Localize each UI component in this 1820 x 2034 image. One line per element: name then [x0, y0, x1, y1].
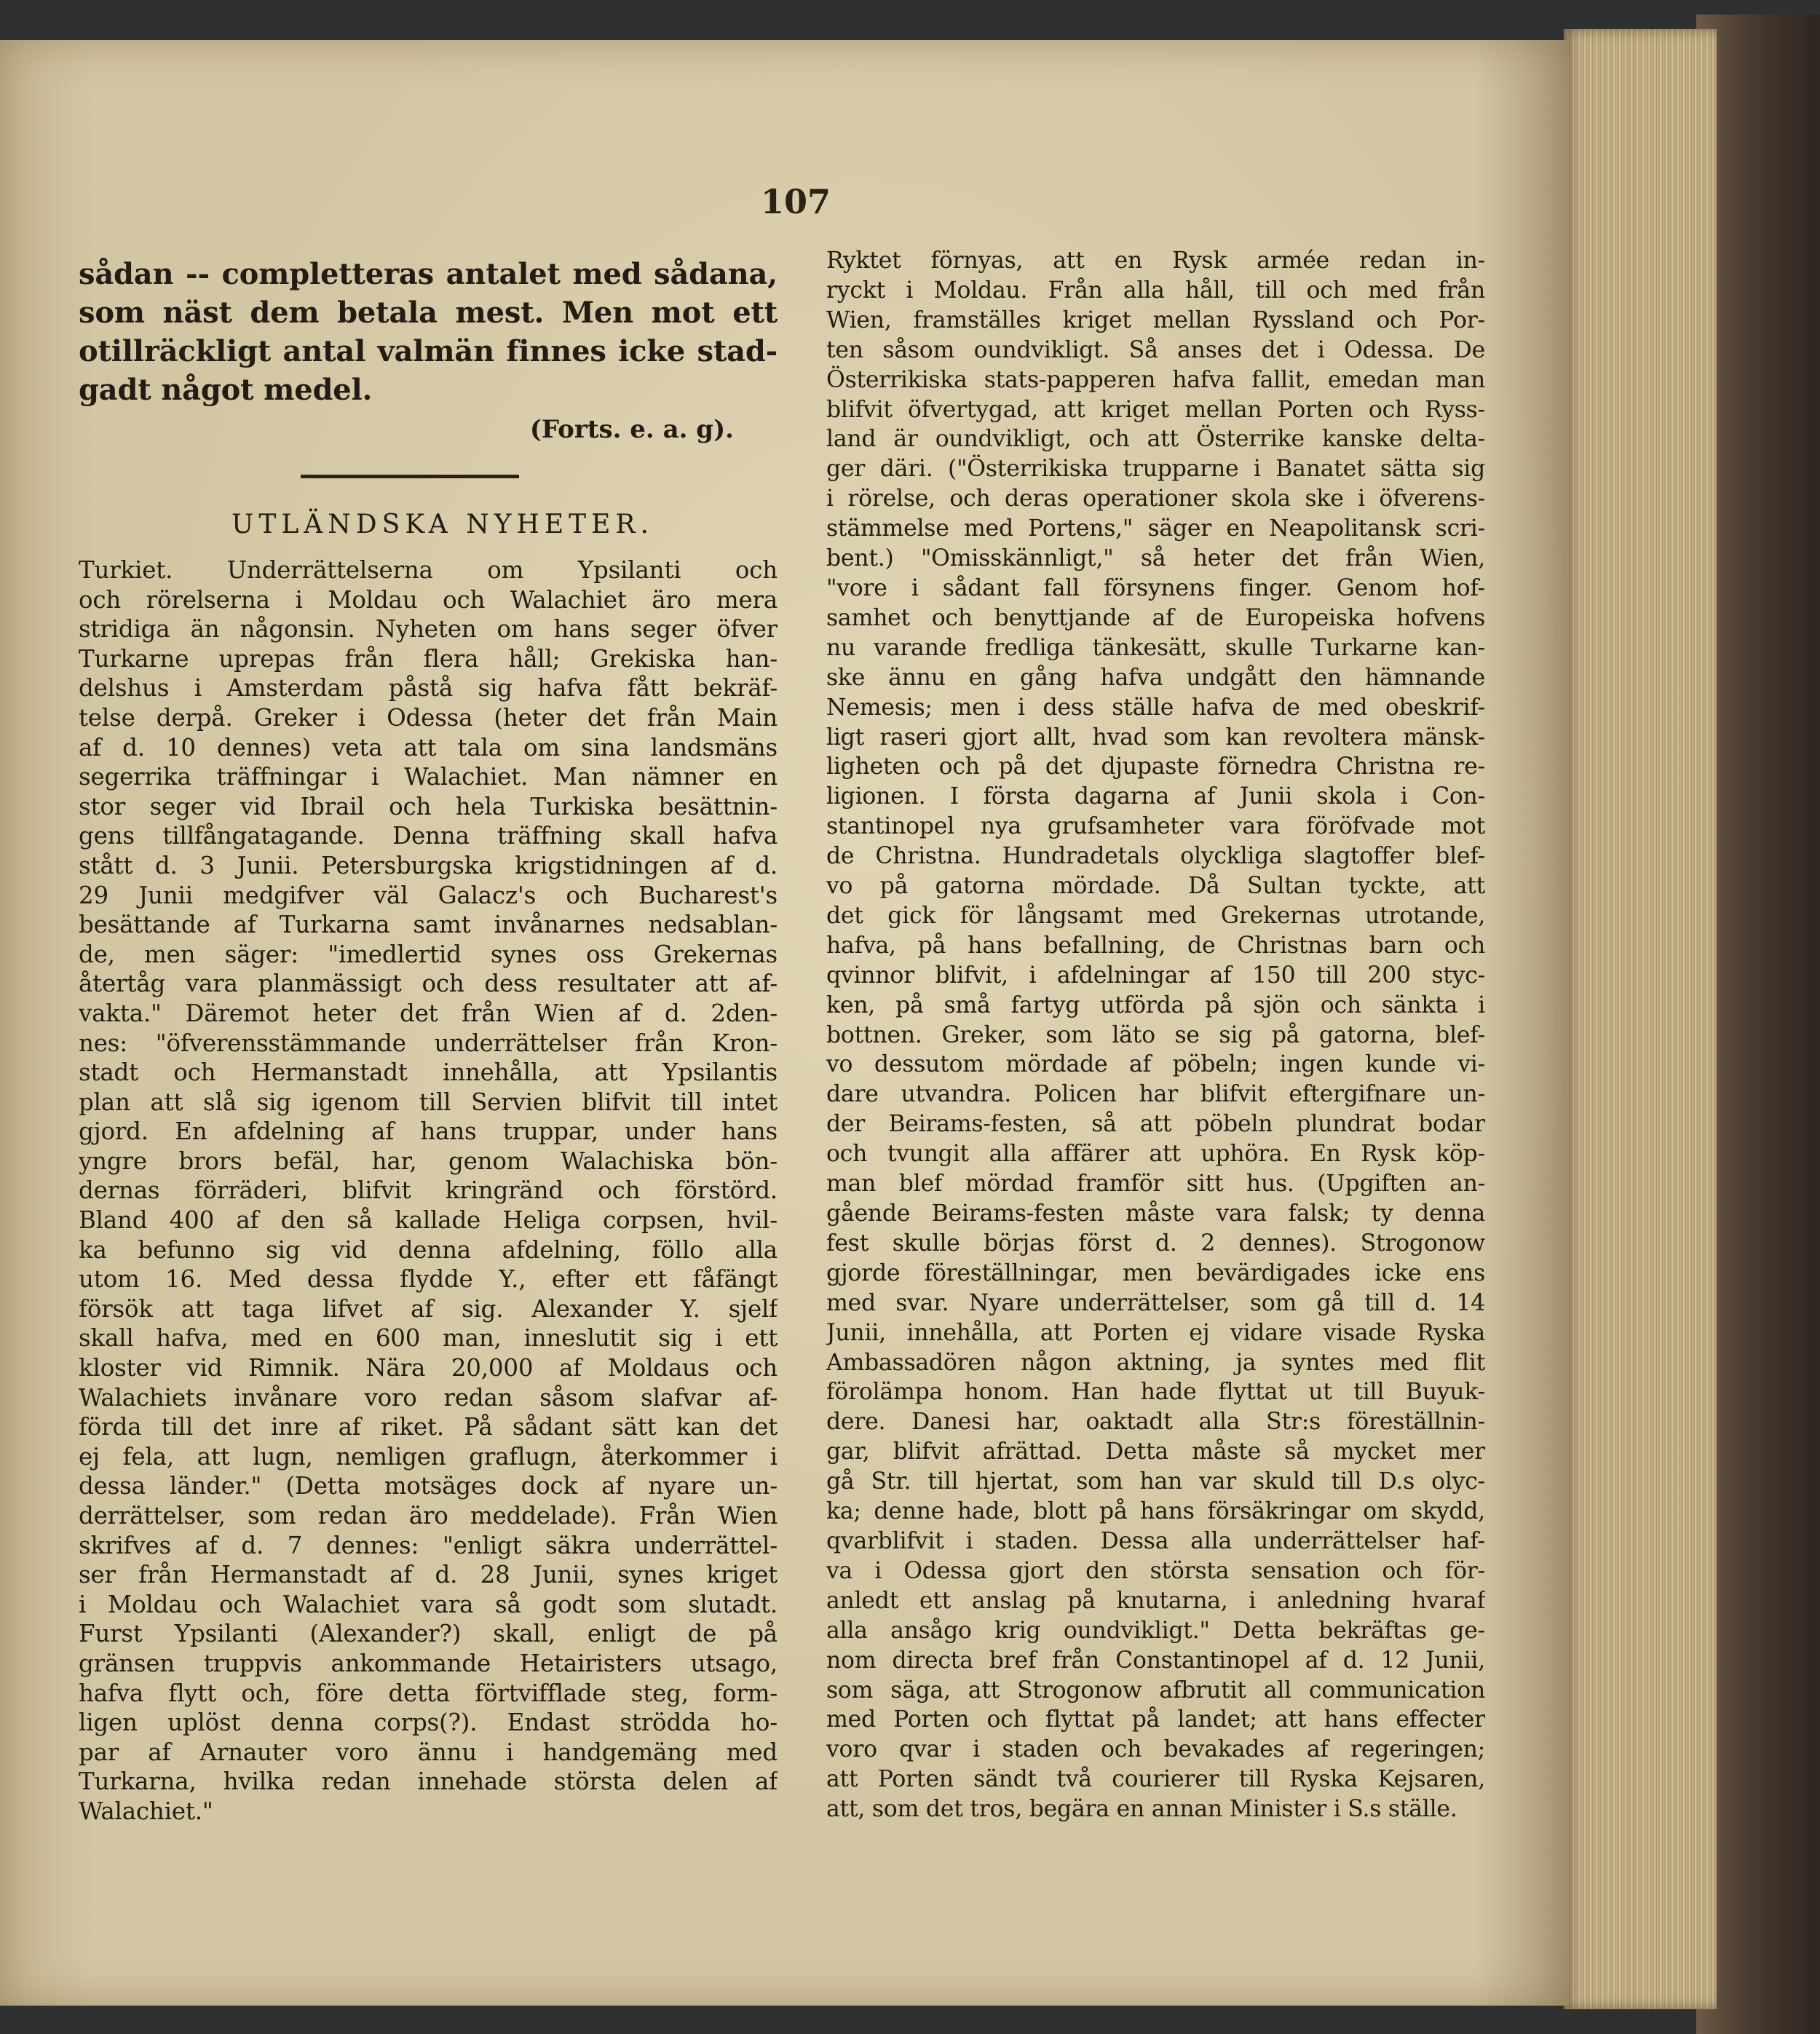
text-line: vo på gatorna mördade. Då Sultan tyckte, att [826, 873, 1485, 900]
text-line: ka befunno sig vid denna afdelning, föllo alla [79, 1235, 778, 1264]
page-number: 107 [761, 182, 831, 221]
text-line: i rörelse, och deras operationer skola ske i öfverens- [826, 486, 1485, 513]
text-line: qvarblifvit i staden. Dessa alla underrättelser haf- [826, 1527, 1485, 1554]
text-line: sådan -- completteras antalet med sådana, [79, 257, 778, 291]
text-line: gjorde föreställningar, men bevärdigades icke ens [826, 1259, 1485, 1286]
text-line: återtåg vara planmässigt och dess resultater att af- [79, 970, 778, 998]
text-line: det gick för långsamt med Grekernas utrotande, [826, 902, 1485, 929]
text-line: qvinnor blifvit, i afdelningar af 150 till 200 styc- [826, 962, 1485, 989]
text-line: "vore i sådant fall försynens finger. Genom hof- [826, 574, 1485, 601]
text-line: Walachiets invånare voro redan såsom slafvar af- [79, 1383, 778, 1412]
text-line: ka; denne hade, blott på hans försäkringar om skydd, [826, 1498, 1485, 1525]
text-line: de, men säger: "imedlertid synes oss Grekernas [79, 940, 778, 968]
text-line: ske ännu en gång hafva undgått den hämnande [826, 664, 1485, 691]
page-edges [1564, 29, 1717, 2009]
text-line: Nemesis; men i dess ställe hafva de med obeskrif- [826, 694, 1485, 721]
text-line: skrifves af d. 7 dennes: "enligt säkra underrättel- [79, 1531, 778, 1559]
text-line: och tvungit alla affärer att uphöra. En Rysk köp- [826, 1141, 1485, 1168]
text-line: Bland 400 af den så kallade Heliga corpsen, hvil- [79, 1206, 778, 1235]
text-line: Österrikiska stats-papperen hafva fallit, emedan man [826, 366, 1485, 393]
text-line: va i Odessa gjort den största sensation och för- [826, 1557, 1485, 1584]
text-line: med Porten och flyttat på landet; att hans effecter [826, 1706, 1485, 1733]
text-line: skall hafva, med en 600 man, inneslutit sig i ett [79, 1324, 778, 1353]
text-line: ten såsom oundvikligt. Så anses det i Odessa. De [826, 336, 1485, 363]
text-line: Ryktet förnyas, att en Rysk armée redan in- [826, 248, 1485, 274]
text-line: att Porten sändt två courierer till Ryska Kejsaren, [826, 1766, 1485, 1793]
text-line: ser från Hermanstadt af d. 28 Junii, synes kriget [79, 1561, 778, 1589]
text-line: gående Beirams-festen måste vara falsk; ty denna [826, 1200, 1485, 1227]
text-line: vo dessutom mördade af pöbeln; ingen kunde vi- [826, 1051, 1485, 1078]
text-line: Walachiet." [79, 1797, 213, 1825]
text-line: telse derpå. Greker i Odessa (heter det från Main [79, 703, 778, 732]
text-line: utom 16. Med dessa flydde Y., efter ett fåfängt [79, 1265, 778, 1294]
text-line: att, som det tros, begära en annan Minister i S.s ställe. [826, 1796, 1457, 1823]
text-line: otillräckligt antal valmän finnes icke stad- [79, 334, 778, 368]
text-line: ligheten och på det djupaste förnedra Christna re- [826, 753, 1485, 780]
text-line: i Moldau och Walachiet vara så godt som slutadt. [79, 1590, 778, 1618]
text-line: Ambassadören någon aktning, ja syntes med flit [826, 1349, 1485, 1376]
text-line: med svar. Nyare underrättelser, som gå till d. 14 [826, 1289, 1485, 1316]
text-line: Turkarne uprepas från flera håll; Grekiska han- [79, 644, 778, 673]
text-line: dare utvandra. Policen har blifvit eftergifnare un- [826, 1081, 1485, 1108]
text-line: besättande af Turkarna samt invånarnes nedsablan- [79, 911, 778, 939]
text-line: Turkarna, hvilka redan innehade största delen af [79, 1768, 778, 1796]
text-line: och rörelserna i Moldau och Walachiet äro mera [79, 585, 778, 614]
text-line: derrättelser, som redan äro meddelade). Från Wien [79, 1502, 778, 1530]
left-column [79, 255, 778, 1827]
text-line: dernas förräderi, blifvit kringränd och förstörd. [79, 1176, 778, 1205]
text-line: ligt raseri gjort allt, hvad som kan revoltera mänsk- [826, 724, 1485, 751]
text-line: som näst dem betala mest. Men mot ett [79, 296, 778, 330]
text-line: försök att taga lifvet af sig. Alexander Y. sjelf [79, 1294, 778, 1323]
text-line: ligen uplöst denna corps(?). Endast strödda ho- [79, 1709, 778, 1737]
text-line: voro qvar i staden och bevakades af regeringen; [826, 1736, 1485, 1763]
continuation-note: (Forts. e. a. g). [529, 415, 734, 444]
text-line: ken, på små fartyg utförda på sjön och sänkta i [826, 992, 1485, 1018]
text-line: ger däri. ("Österrikiska trupparne i Banatet sätta sig [826, 456, 1485, 483]
text-line: nes: "öfverensstämmande underrättelser från Kron- [79, 1029, 778, 1057]
text-line: stått d. 3 Junii. Petersburgska krigstidningen af d. [79, 851, 778, 879]
text-line: gadt något medel. [79, 373, 373, 407]
left-body-text [79, 555, 778, 1827]
text-line: yngre brors befäl, har, genom Walachiska bön- [79, 1147, 778, 1175]
text-line: land är oundvikligt, och att Österrike kanske delta- [826, 426, 1485, 453]
text-line: ligionen. I första dagarna af Junii skola i Con- [826, 783, 1485, 810]
text-line: Turkiet. Underrättelserna om Ypsilanti och [79, 556, 778, 584]
text-line: bent.) "Omisskännligt," så heter det från Wien, [826, 545, 1485, 572]
text-line: plan att slå sig igenom till Servien blifvit till intet [79, 1088, 778, 1116]
text-line: stämmelse med Portens," säger en Neapolitansk scri- [826, 515, 1485, 542]
text-line: stor seger vid Ibrail och hela Turkiska besättnin- [79, 792, 778, 820]
text-line: stridiga än någonsin. Nyheten om hans seger öfver [79, 615, 778, 644]
text-line: hafva, på hans befallning, de Christnas barn och [826, 932, 1485, 959]
text-line: gränsen truppvis ankommande Hetairisters utsago, [79, 1649, 778, 1677]
text-line: der Beirams-festen, så att pöbeln plundrat bodar [826, 1111, 1485, 1138]
text-line: Junii, innehålla, att Porten ej vidare visade Ryska [826, 1319, 1485, 1346]
text-line: stantinopel nya grufsamheter vara föröfvade mot [826, 813, 1485, 840]
text-line: par af Arnauter voro ännu i handgemäng med [79, 1738, 778, 1766]
text-line: anledt ett anslag på knutarna, i anledning hvaraf [826, 1587, 1485, 1614]
text-line: 29 Junii medgifver väl Galacz's och Bucharest's [79, 881, 778, 909]
text-line: segerrika träffningar i Walachiet. Man nämner en [79, 763, 778, 791]
text-line: af d. 10 dennes) veta att tala om sina landsmäns [79, 733, 778, 761]
text-line: Furst Ypsilanti (Alexander?) skall, enligt de på [79, 1620, 778, 1648]
text-line: blifvit öfvertygad, att kriget mellan Porten och Ryss- [826, 396, 1485, 423]
text-line: alla ansågo krig oundvikligt." Detta bekräftas ge- [826, 1617, 1485, 1644]
text-line: vakta." Däremot heter det från Wien af d. 2den- [79, 999, 778, 1027]
text-line: stadt och Hermanstadt innehålla, att Ypsilantis [79, 1058, 778, 1087]
section-heading: UTLÄNDSKA NYHETER. [232, 510, 654, 539]
text-line: Wien, framställes kriget mellan Ryssland och Por- [826, 306, 1485, 333]
text-line: ryckt i Moldau. Från alla håll, till och med från [826, 277, 1485, 304]
book-page [0, 40, 1569, 2006]
text-line: gar, blifvit afrättad. Detta måste så mycket mer [826, 1439, 1485, 1465]
right-body-text [826, 246, 1485, 1824]
text-line: hafva flytt och, före detta förtvifflade steg, form- [79, 1679, 778, 1707]
text-line: gens tillfångatagande. Denna träffning skall hafva [79, 822, 778, 850]
text-line: bottnen. Greker, som läto se sig på gatorna, blef- [826, 1021, 1485, 1048]
text-line: som säga, att Strogonow afbrutit all communication [826, 1677, 1485, 1703]
text-line: kloster vid Rimnik. Nära 20,000 af Moldaus och [79, 1354, 778, 1382]
text-line: gå Str. till hjertat, som han var skuld till D.s olyc- [826, 1468, 1485, 1495]
text-line: man blef mördad framför sitt hus. (Upgiften an- [826, 1171, 1485, 1198]
right-column [826, 246, 1485, 1824]
text-line: gjord. En afdelning af hans truppar, under hans [79, 1117, 778, 1146]
text-line: dessa länder." (Detta motsäges dock af nyare un- [79, 1472, 778, 1500]
text-line: samhet och benyttjande af de Europeiska hofvens [826, 604, 1485, 631]
text-line: nom directa bref från Constantinopel af d. 12 Junii, [826, 1647, 1485, 1674]
intro-paragraph [79, 255, 778, 409]
section-divider [301, 475, 519, 478]
text-line: nu varande fredliga tänkesätt, skulle Turkarne kan- [826, 634, 1485, 661]
text-line: förolämpa honom. Han hade flyttat ut till Buyuk- [826, 1379, 1485, 1406]
text-line: ej fela, att lugn, nemligen graflugn, återkommer i [79, 1442, 778, 1471]
text-line: fest skulle börjas först d. 2 dennes). Strogonow [826, 1230, 1485, 1257]
text-line: delshus i Amsterdam påstå sig hafva fått bekräf- [79, 674, 778, 703]
text-line: förda till det inre af riket. På sådant sätt kan det [79, 1413, 778, 1441]
text-line: de Christna. Hundradetals olyckliga slagtoffer blef- [826, 843, 1485, 870]
text-line: dere. Danesi har, oaktadt alla Str:s föreställnin- [826, 1409, 1485, 1436]
